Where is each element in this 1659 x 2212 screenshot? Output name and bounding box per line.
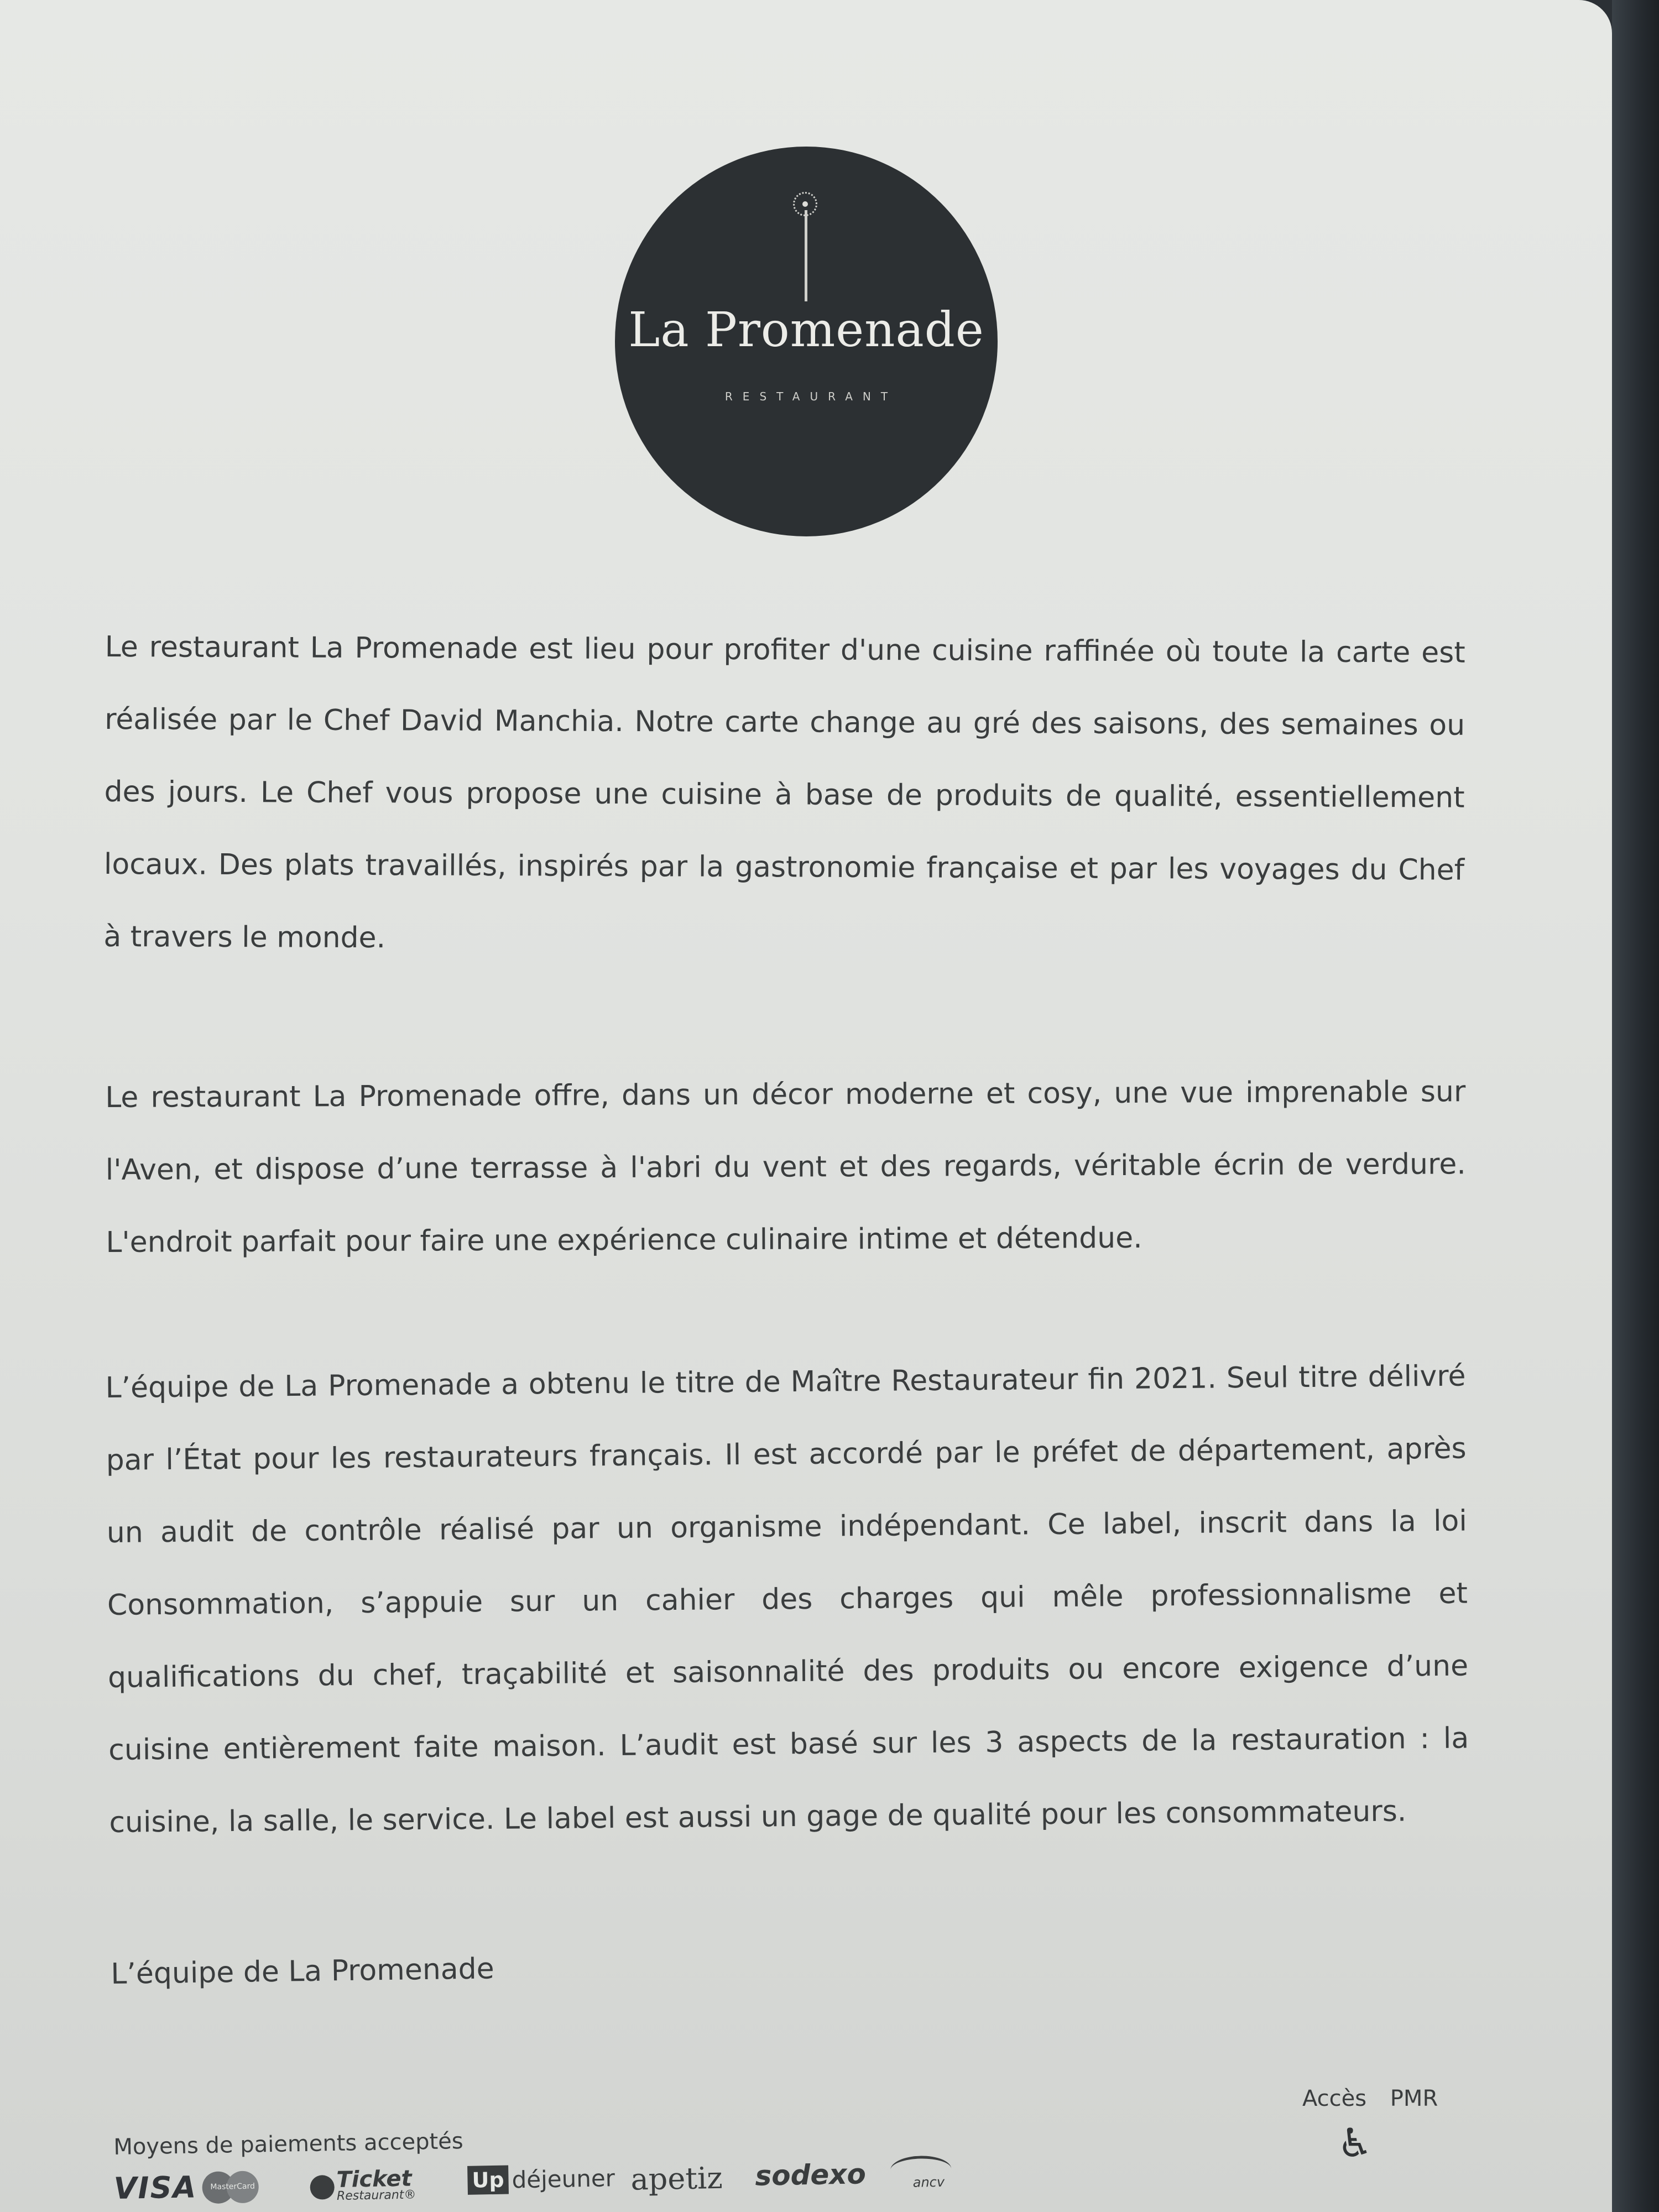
up-dejeuner-logo [467,2163,615,2201]
sodexo-logo: sodexo [754,2158,867,2192]
logo-name: La Promenade [628,302,984,358]
ticket-restaurant-logo [310,2161,443,2209]
paragraph-intro: Le restaurant La Promenade est lieu pour profiter d'une cuisine raffinée où toute la carte est réalisée par le Chef David Manchia. Notre carte change au gré des saisons, des semaines ou des jours. Le Chef vous propose une cuisine à base de produits de qualité, essentiellement locaux. Des plats travaillés, inspirés par la gastronomie française et par les voyages du Chef à travers le monde. [103,630,1465,955]
ticket-main-text: Ticket [336,2166,413,2193]
ancv-logo [890,2152,957,2196]
dandelion-stem [805,210,807,301]
paragraph-decor: Le restaurant La Promenade offre, dans un décor moderne et cosy, une vue imprenable sur l'Aven, et dispose d’une terrasse à l'abri du vent et des regards, véritable écrin de verdure. L'endroit parfait pour faire une expérience culinaire intime et détendue. [105,1075,1466,1259]
logo-subtitle: RESTAURANT [724,390,898,403]
signature: L’équipe de La Promenade [111,1952,495,1991]
up-text: déjeuner [512,2164,615,2193]
mastercard-logo [202,2171,263,2204]
visa-logo: VISA [113,2169,197,2206]
payment-logos [113,2152,977,2212]
paragraph-maitre-restaurateur: L’équipe de La Promenade a obtenu le titre de Maître Restaurateur fin 2021. Seul titre délivré par l’État pour les restaurateurs français. Il est accordé par le préfet de département, après un audit de contrôle réalisé par un organisme indépendant. Ce label, inscrit dans la loi Consommation, s’appuie sur un cahier des charges qui mêle professionnalisme et qualifications du chef, traçabilité et saisonnalité des produits ou encore exigence d’une cuisine entièrement faite maison. L’audit est basé sur les 3 aspects de la restauration : la cuisine, la salle, le service. Le label est aussi un gage de qualité pour les consommateurs. [105,1359,1469,1839]
restaurant-logo [615,147,998,536]
payments-label: Moyens de paiements acceptés [113,2128,464,2160]
wheelchair-icon: ♿ [1337,2120,1373,2166]
mastercard-label: MasterCard [210,2182,255,2192]
apetiz-logo: apetiz [630,2160,723,2197]
menu-binder-edge [1612,0,1659,2212]
ticket-sub-text: Restaurant® [336,2188,416,2203]
pmr-access-label: Accès PMR [1302,2086,1438,2111]
ancv-label: ancv [912,2174,945,2190]
up-box: Up [467,2166,509,2195]
